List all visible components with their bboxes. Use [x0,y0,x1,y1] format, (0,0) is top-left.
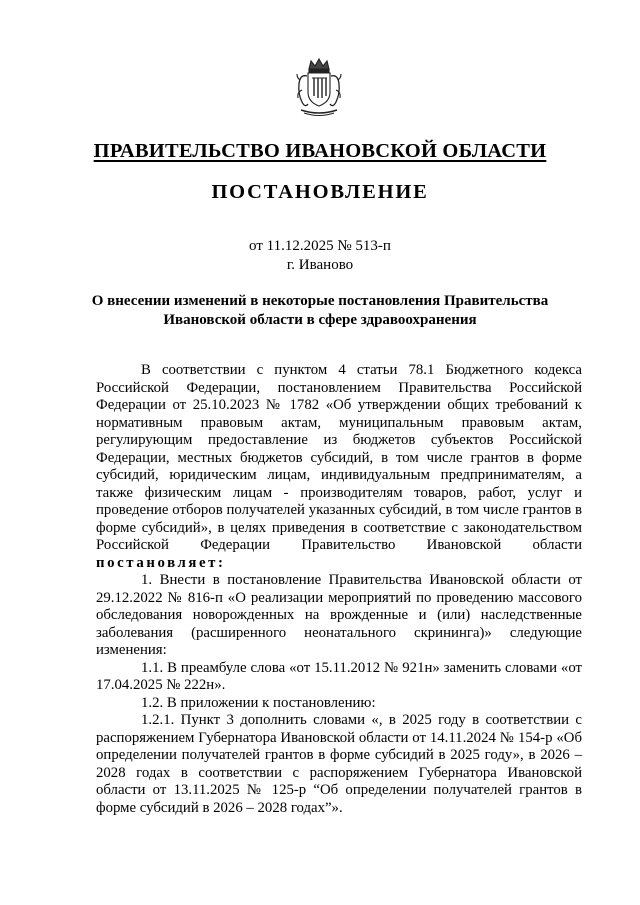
item-1-2-1-paragraph: 1.2.1. Пункт 3 дополнить словами «, в 2025 году в соответствии с распоряжением Губернатора Ивановской области от 14.11.2024 № 154-р «Об определении получателей грантов в форме субсидий в 2025 году», в 2026 – 2028 годах в соответствии с распоряжением Губернатора Ивановской области от 13.11.2025 № 125-р “Об определении получателей грантов в форме субсидий в 2026 – 2028 годах”». [96,712,582,816]
document-body [96,362,582,817]
subject-line-2: Ивановской области в сфере здравоохранения [163,312,477,328]
item-1-2-paragraph: 1.2. В приложении к постановлению: [141,694,376,711]
preamble-text: В соответствии с пунктом 4 статьи 78.1 Бюджетного кодекса Российской Федерации, постановлением Правительства Российской Федерации от 25.10.2023 № 1782 «Об утверждении общих требований к нормативным правовым актам, муниципальным правовым актам, регулирующим предоставление из бюджетов субъектов Российской Федерации, местных бюджетов субсидий, в том числе грантов в форме субсидий, юридическим лицам, индивидуальным предпринимателям, а также физическим лицам - производителям товаров, работ, услуг и проведение отборов получателей указанных субсидий, в том числе грантов в форме субсидий», в целях приведения в соответствие с законодательством Российской Федерации Правительство Ивановской области [96,362,582,553]
document-date-number: от 11.12.2025 № 513-п [249,238,391,254]
government-title: ПРАВИТЕЛЬСТВО ИВАНОВСКОЙ ОБЛАСТИ [93,140,547,162]
subject-line-1: О внесении изменений в некоторые постановления Правительства [91,293,549,309]
resolves-word: постановляет: [96,554,226,571]
item-1-paragraph: 1. Внести в постановление Правительства Ивановской области от 29.12.2022 № 816-п «О реализации мероприятий по проведению массового обследования новорожденных на врожденные и (или) наследственные заболевания (расширенного неонатального скрининга)» следующие изменения: [96,572,582,658]
document-subject [80,292,560,330]
document-city: г. Иваново [286,257,354,273]
coat-of-arms-emblem [294,56,344,118]
preamble-paragraph [96,362,582,572]
item-1-1-paragraph: 1.1. В преамбуле слова «от 15.11.2012 № 921н» заменить словами «от 17.04.2025 № 222н». [96,659,582,693]
document-type-title: ПОСТАНОВЛЕНИЕ [211,181,429,203]
